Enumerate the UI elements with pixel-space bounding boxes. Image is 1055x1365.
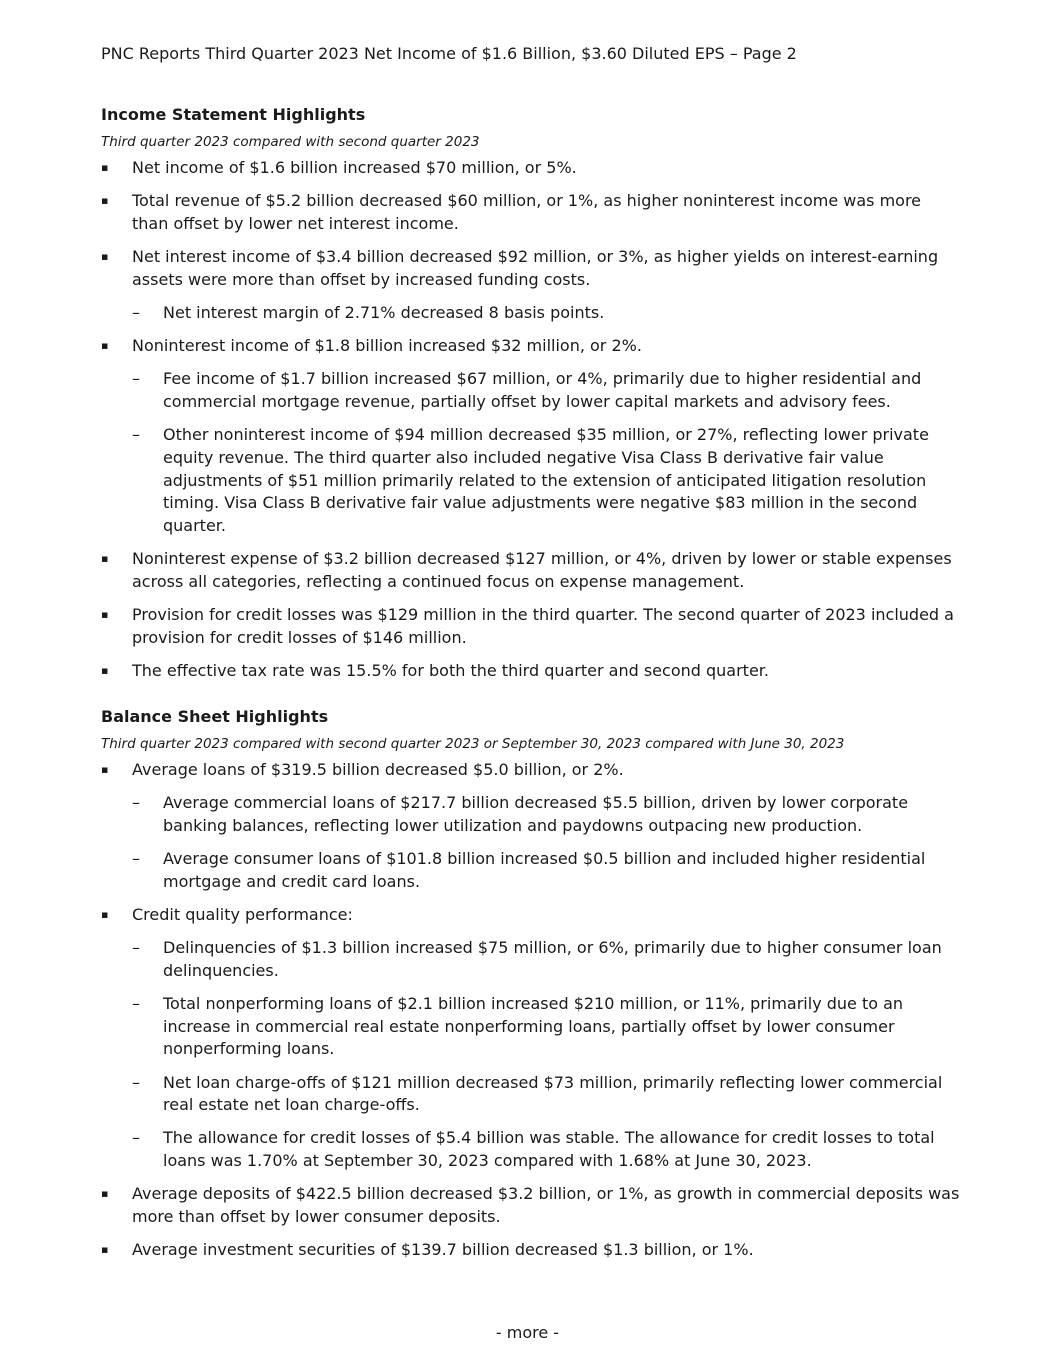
list-subitem — [101, 368, 961, 414]
list-subitem — [101, 848, 961, 894]
dash-icon: – — [132, 793, 140, 813]
list-item — [101, 157, 961, 180]
balance-sheet-section — [101, 706, 961, 1272]
dash-icon: – — [132, 1072, 140, 1092]
list-item-text: Total nonperforming loans of $2.1 billion increased $210 million, or 11%, primarily due to an increase in commercial real estate nonperforming loans, partially offset by lower consumer nonperforming loans. — [163, 993, 904, 1059]
list-item — [101, 759, 961, 782]
list-item-text: Noninterest income of $1.8 billion increased $32 million, or 2%. — [132, 335, 642, 355]
dash-icon: – — [132, 848, 140, 868]
list-item-text: Provision for credit losses was $129 million in the third quarter. The second quarter of 2023 included a provision for credit losses of $146 million. — [132, 605, 954, 647]
bullet-icon: ▪ — [101, 338, 109, 352]
list-item-text: Average consumer loans of $101.8 billion increased $0.5 billion and included higher residential mortgage and credit card loans. — [163, 848, 926, 891]
list-subitem — [101, 1127, 961, 1173]
list-item — [101, 604, 961, 650]
list-item-text: Other noninterest income of $94 million decreased $35 million, or 27%, reflecting lower private equity revenue. The third quarter also included negative Visa Class B derivative fair value adjustments of $51 million primarily related to the extension of anticipated litigation resolution timing. Visa Class B derivative fair value adjustments were negative $83 million in the second quarter. — [163, 424, 929, 536]
list-item — [101, 1183, 961, 1229]
dash-icon: – — [132, 302, 140, 322]
bullet-icon: ▪ — [101, 161, 109, 174]
bullet-icon: ▪ — [101, 763, 109, 776]
list-item-text: The allowance for credit losses of $5.4 billion was stable. The allowance for credit losses to total loans was 1.70% at September 30, 2023 compared with 1.68% at June 30, 2023. — [163, 1128, 935, 1171]
list-item-text: Noninterest expense of $3.2 billion decreased $127 million, or 4%, driven by lower or stable expenses across all categories, reflecting a continued focus on expense management. — [132, 549, 952, 592]
bullet-icon: ▪ — [101, 907, 109, 921]
balance-sheet-title: Balance Sheet Highlights — [101, 707, 329, 726]
list-item-text: Average commercial loans of $217.7 billion decreased $5.5 billion, driven by lower corporate banking balances, reflecting lower utilization and paydowns outpacing new production. — [163, 793, 909, 835]
income-statement-subtitle: Third quarter 2023 compared with second quarter 2023 — [101, 134, 480, 150]
list-subitem — [101, 792, 961, 838]
bullet-icon: ▪ — [101, 194, 109, 208]
dash-icon: – — [132, 993, 140, 1013]
list-subitem — [101, 302, 961, 325]
balance-highlights-list — [101, 759, 961, 1262]
income-highlights-list — [101, 157, 961, 683]
list-item-text: The effective tax rate was 15.5% for both the third quarter and second quarter. — [132, 661, 769, 681]
list-item — [101, 190, 961, 236]
list-item-text: Average loans of $319.5 billion decreased $5.0 billion, or 2%. — [132, 760, 624, 779]
list-item — [101, 335, 961, 358]
list-item-text: Net income of $1.6 billion increased $70 million, or 5%. — [132, 158, 577, 177]
balance-sheet-subtitle: Third quarter 2023 compared with second quarter 2023 or September 30, 2023 compared with June 30, 2023 — [101, 736, 845, 752]
income-statement-section — [101, 104, 961, 693]
list-subitem — [101, 993, 961, 1061]
list-subitem — [101, 424, 961, 538]
list-item-text: Net interest income of $3.4 billion decreased $92 million, or 3%, as higher yields on interest-earning assets were more than offset by increased funding costs. — [132, 246, 939, 289]
page-footer: - more - — [495, 1323, 560, 1342]
list-item — [101, 548, 961, 594]
bullet-icon: ▪ — [101, 608, 109, 622]
dash-icon: – — [132, 369, 140, 389]
list-item-text: Average investment securities of $139.7 billion decreased $1.3 billion, or 1%. — [132, 1240, 754, 1260]
list-item-text: Credit quality performance: — [132, 904, 353, 924]
page-header: PNC Reports Third Quarter 2023 Net Income of $1.6 Billion, $3.60 Diluted EPS – Page 2 — [101, 44, 797, 63]
list-subitem — [101, 937, 961, 983]
bullet-icon: ▪ — [101, 1187, 109, 1201]
bullet-icon: ▪ — [101, 664, 109, 678]
list-item-text: Average deposits of $422.5 billion decreased $3.2 billion, or 1%, as growth in commercial deposits was more than offset by lower consumer deposits. — [132, 1184, 960, 1227]
income-statement-title: Income Statement Highlights — [101, 105, 366, 124]
list-item — [101, 246, 961, 292]
list-item-text: Net interest margin of 2.71% decreased 8 basis points. — [163, 302, 605, 322]
dash-icon: – — [132, 937, 140, 957]
list-subitem — [101, 1072, 961, 1118]
bullet-icon: ▪ — [101, 1243, 109, 1257]
list-item — [101, 904, 961, 927]
list-item-text: Net loan charge-offs of $121 million decreased $73 million, primarily reflecting lower commercial real estate net loan charge-offs. — [163, 1072, 943, 1115]
list-item-text: Total revenue of $5.2 billion decreased $60 million, or 1%, as higher noninterest income was more than offset by lower net interest income. — [132, 191, 922, 233]
list-item — [101, 660, 961, 683]
list-item — [101, 1239, 961, 1262]
dash-icon: – — [132, 1128, 140, 1148]
list-item-text: Fee income of $1.7 billion increased $67 million, or 4%, primarily due to higher residential and commercial mortgage revenue, partially offset by lower capital markets and advisory fees. — [163, 369, 922, 411]
bullet-icon: ▪ — [101, 249, 109, 263]
list-item-text: Delinquencies of $1.3 billion increased $75 million, or 6%, primarily due to higher consumer loan delinquencies. — [163, 937, 942, 980]
dash-icon: – — [132, 424, 140, 444]
bullet-icon: ▪ — [101, 552, 109, 566]
